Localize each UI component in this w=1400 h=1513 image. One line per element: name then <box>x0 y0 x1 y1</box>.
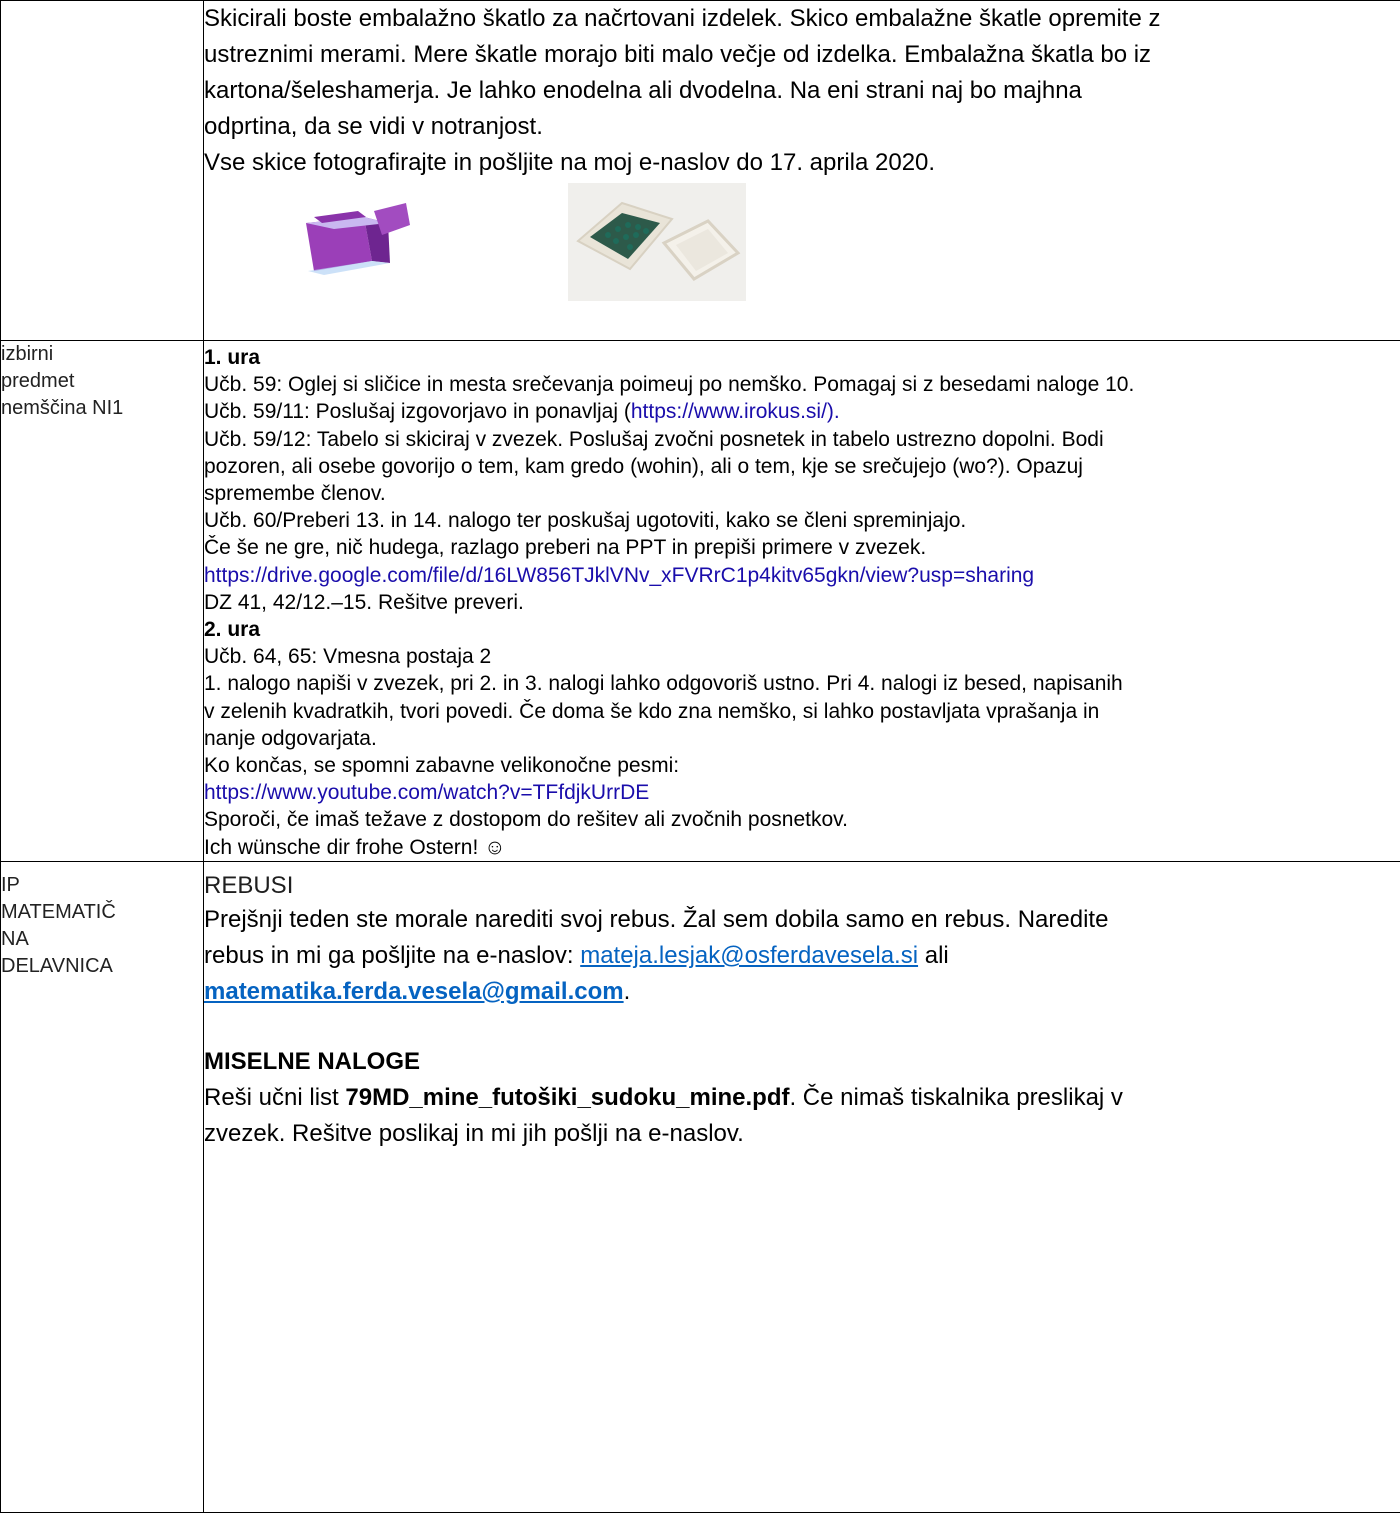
subject-cell-empty <box>1 1 204 341</box>
lesson-heading: 2. ura <box>204 616 1400 643</box>
text-line: Učb. 60/Preberi 13. in 14. nalogo ter poskušaj ugotoviti, kako se členi spreminjajo. <box>204 507 1400 534</box>
text-line: Ich wünsche dir frohe Ostern! ☺ <box>204 834 1400 861</box>
irokus-link[interactable]: https://www.irokus.si/). <box>631 400 840 423</box>
text-line: spremembe členov. <box>204 480 1400 507</box>
purple-gift-box-image <box>294 201 414 281</box>
text-line: Sporoči, če imaš težave z dostopom do rešitev ali zvočnih posnetkov. <box>204 806 1400 833</box>
text-line: Prejšnji teden ste morale narediti svoj rebus. Žal sem dobila samo en rebus. Naredite <box>204 902 1400 938</box>
text-line: rebus in mi ga pošljite na e-naslov: mateja.lesjak@osferdavesela.si ali <box>204 938 1400 974</box>
text-line: DZ 41, 42/12.–15. Rešitve preveri. <box>204 589 1400 616</box>
subject-line: nemščina NI1 <box>1 395 203 422</box>
subject-cell <box>1 341 204 862</box>
text-line: kartona/šeleshamerja. Je lahko enodelna ali dvodelna. Na eni strani naj bo majhna <box>204 73 1400 109</box>
text-line: ustreznimi merami. Mere škatle morajo biti malo večje od izdelka. Embalažna škatla bo iz <box>204 37 1400 73</box>
email-link-matematika[interactable]: matematika.ferda.vesela@gmail.com <box>204 978 624 1005</box>
text-line: Učb. 59/11: Poslušaj izgovorjavo in ponavljaj (https://www.irokus.si/). <box>204 398 1400 425</box>
youtube-link[interactable]: https://www.youtube.com/watch?v=TFfdjkUrrDE <box>204 779 1400 806</box>
text-line: Reši učni list 79MD_mine_futošiki_sudoku_mine.pdf. Če nimaš tiskalnika preslikaj v <box>204 1080 1400 1116</box>
subject-cell <box>1 861 204 1512</box>
text-line: Če še ne gre, nič hudega, razlago preberi na PPT in prepiši primere v zvezek. <box>204 534 1400 561</box>
text-line: nanje odgovarjata. <box>204 725 1400 752</box>
text-line: zvezek. Rešitve poslikaj in mi jih pošlji na e-naslov. <box>204 1116 1400 1152</box>
text-line: Vse skice fotografirajte in pošljite na moj e-naslov do 17. aprila 2020. <box>204 145 1400 181</box>
section-heading: REBUSI <box>204 870 1400 902</box>
text-line: pozoren, ali osebe govorijo o tem, kam gredo (wohin), ali o tem, kje se srečujejo (wo?). Opazuj <box>204 453 1400 480</box>
text-line: Učb. 59: Oglej si sličice in mesta srečevanja poimeuj po nemško. Pomagaj si z besedami naloge 10. <box>204 371 1400 398</box>
text-line: matematika.ferda.vesela@gmail.com. <box>204 974 1400 1010</box>
text-line: Ko končas, se spomni zabavne velikonočne pesmi: <box>204 752 1400 779</box>
text-line: v zelenih kvadratkih, tvori povedi. Če doma še kdo zna nemško, si lahko postavljata vprašanja in <box>204 698 1400 725</box>
subject-line: MATEMATIČ <box>1 899 203 926</box>
subject-line: predmet <box>1 368 203 395</box>
text-line: Skicirali boste embalažno škatlo za načrtovani izdelek. Skico embalažne škatle opremite z <box>204 1 1400 37</box>
table-row <box>1 861 1400 1512</box>
subject-line: DELAVNICA <box>1 953 203 980</box>
text-line: odprtina, da se vidi v notranjost. <box>204 109 1400 145</box>
subject-line: NA <box>1 926 203 953</box>
content-cell <box>204 341 1400 862</box>
text-line: Učb. 59/12: Tabelo si skiciraj v zvezek. Poslušaj zvočni posnetek in tabelo ustrezno dopolni. Bodi <box>204 426 1400 453</box>
table-row <box>1 341 1400 862</box>
white-box-with-beads-image <box>568 183 746 301</box>
text-line: Učb. 64, 65: Vmesna postaja 2 <box>204 643 1400 670</box>
content-cell <box>204 861 1400 1512</box>
drive-link[interactable]: https://drive.google.com/file/d/16LW856TJklVNv_xFVRrC1p4kitv65gkn/view?usp=sharing <box>204 562 1400 589</box>
subject-line: izbirni <box>1 341 203 368</box>
table-row <box>1 1 1400 341</box>
text-line: 1. nalogo napiši v zvezek, pri 2. in 3. nalogi lahko odgovoriš ustno. Pri 4. nalogi iz besed, napisanih <box>204 670 1400 697</box>
images-area <box>204 181 1400 321</box>
section-heading: MISELNE NALOGE <box>204 1044 1400 1080</box>
content-cell <box>204 1 1400 341</box>
subject-line: IP <box>1 872 203 899</box>
lesson-heading: 1. ura <box>204 344 1400 371</box>
email-link-mateja[interactable]: mateja.lesjak@osferdavesela.si <box>580 942 918 969</box>
